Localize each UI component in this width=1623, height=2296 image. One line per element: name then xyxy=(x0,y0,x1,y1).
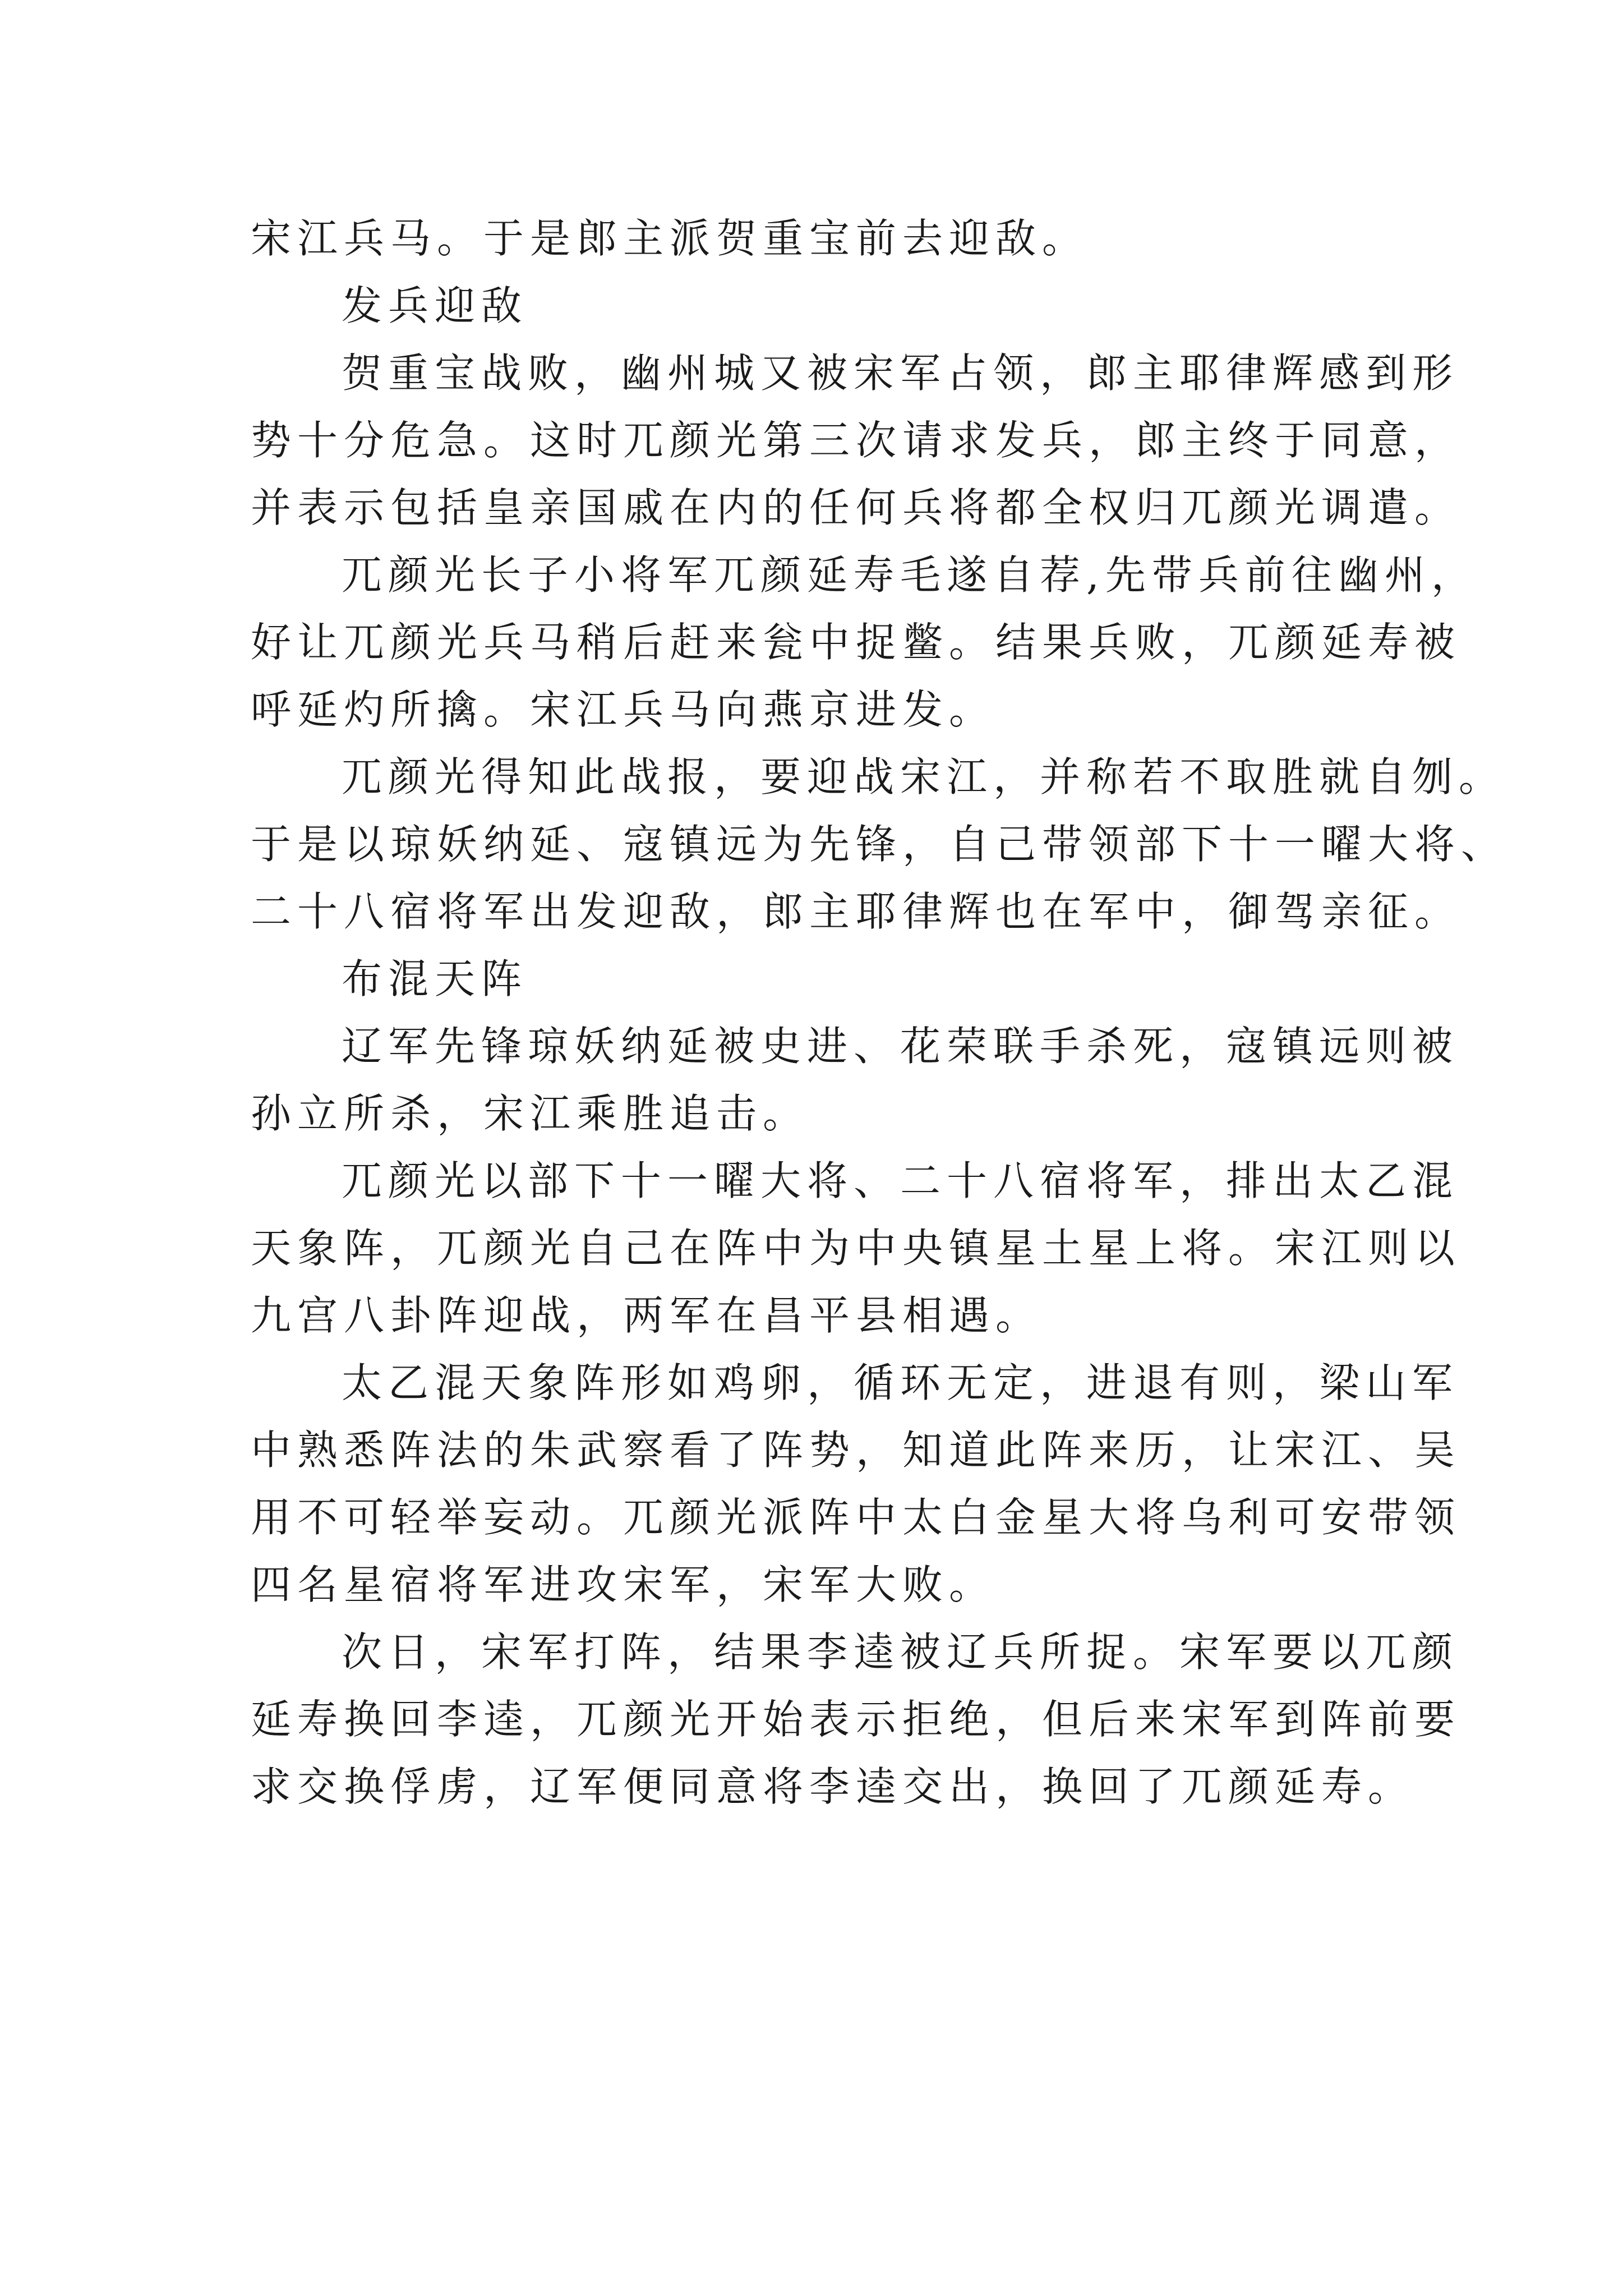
text-line: 势十分危急。这时兀颜光第三次请求发兵，郎主终于同意， xyxy=(251,417,1461,464)
text-line: 呼延灼所擒。宋江兵马向燕京进发。 xyxy=(251,686,996,733)
text-line: 太乙混天象阵形如鸡卵，循环无定，进退有则，梁山军 xyxy=(342,1359,1459,1406)
text-line: 天象阵，兀颜光自己在阵中为中央镇星土星上将。宋江则以 xyxy=(251,1225,1461,1272)
text-line: 二十八宿将军出发迎敌，郎主耶律辉也在军中，御驾亲征。 xyxy=(251,888,1461,935)
text-line: 孙立所杀，宋江乘胜追击。 xyxy=(251,1090,810,1137)
text-line: 好让兀颜光兵马稍后赶来瓮中捉鳖。结果兵败，兀颜延寿被 xyxy=(251,619,1461,666)
text-line: 用不可轻举妄动。兀颜光派阵中太白金星大将乌利可安带领 xyxy=(251,1494,1461,1541)
text-line: 求交换俘虏，辽军便同意将李逵交出，换回了兀颜延寿。 xyxy=(251,1763,1415,1810)
text-line: 兀颜光以部下十一曜大将、二十八宿将军，排出太乙混 xyxy=(342,1157,1459,1204)
body-text xyxy=(251,205,1508,1820)
text-line: 兀颜光得知此战报，要迎战宋江，并称若不取胜就自刎。 xyxy=(342,753,1506,800)
text-line: 于是以琼妖纳延、寇镇远为先锋，自己带领部下十一曜大将、 xyxy=(251,821,1508,868)
text-line: 并表示包括皇亲国戚在内的任何兵将都全权归兀颜光调遣。 xyxy=(251,484,1461,531)
text-line: 贺重宝战败，幽州城又被宋军占领，郎主耶律辉感到形 xyxy=(342,349,1459,397)
text-line: 四名星宿将军进攻宋军，宋军大败。 xyxy=(251,1561,996,1608)
section-heading-huntian: 布混天阵 xyxy=(342,955,528,1002)
section-heading-fabing: 发兵迎敌 xyxy=(342,282,528,329)
text-line: 辽军先锋琼妖纳延被史进、花荣联手杀死，寇镇远则被 xyxy=(342,1023,1459,1070)
text-line: 延寿换回李逵，兀颜光开始表示拒绝，但后来宋军到阵前要 xyxy=(251,1696,1461,1743)
text-line: 兀颜光长子小将军兀颜延寿毛遂自荐,先带兵前往幽州， xyxy=(342,551,1478,599)
text-line: 次日，宋军打阵，结果李逵被辽兵所捉。宋军要以兀颜 xyxy=(342,1628,1459,1676)
text-line: 九宫八卦阵迎战，两军在昌平县相遇。 xyxy=(251,1292,1043,1339)
text-line: 宋江兵马。于是郎主派贺重宝前去迎敌。 xyxy=(251,215,1089,262)
text-line: 中熟悉阵法的朱武察看了阵势，知道此阵来历，让宋江、吴 xyxy=(251,1427,1461,1474)
